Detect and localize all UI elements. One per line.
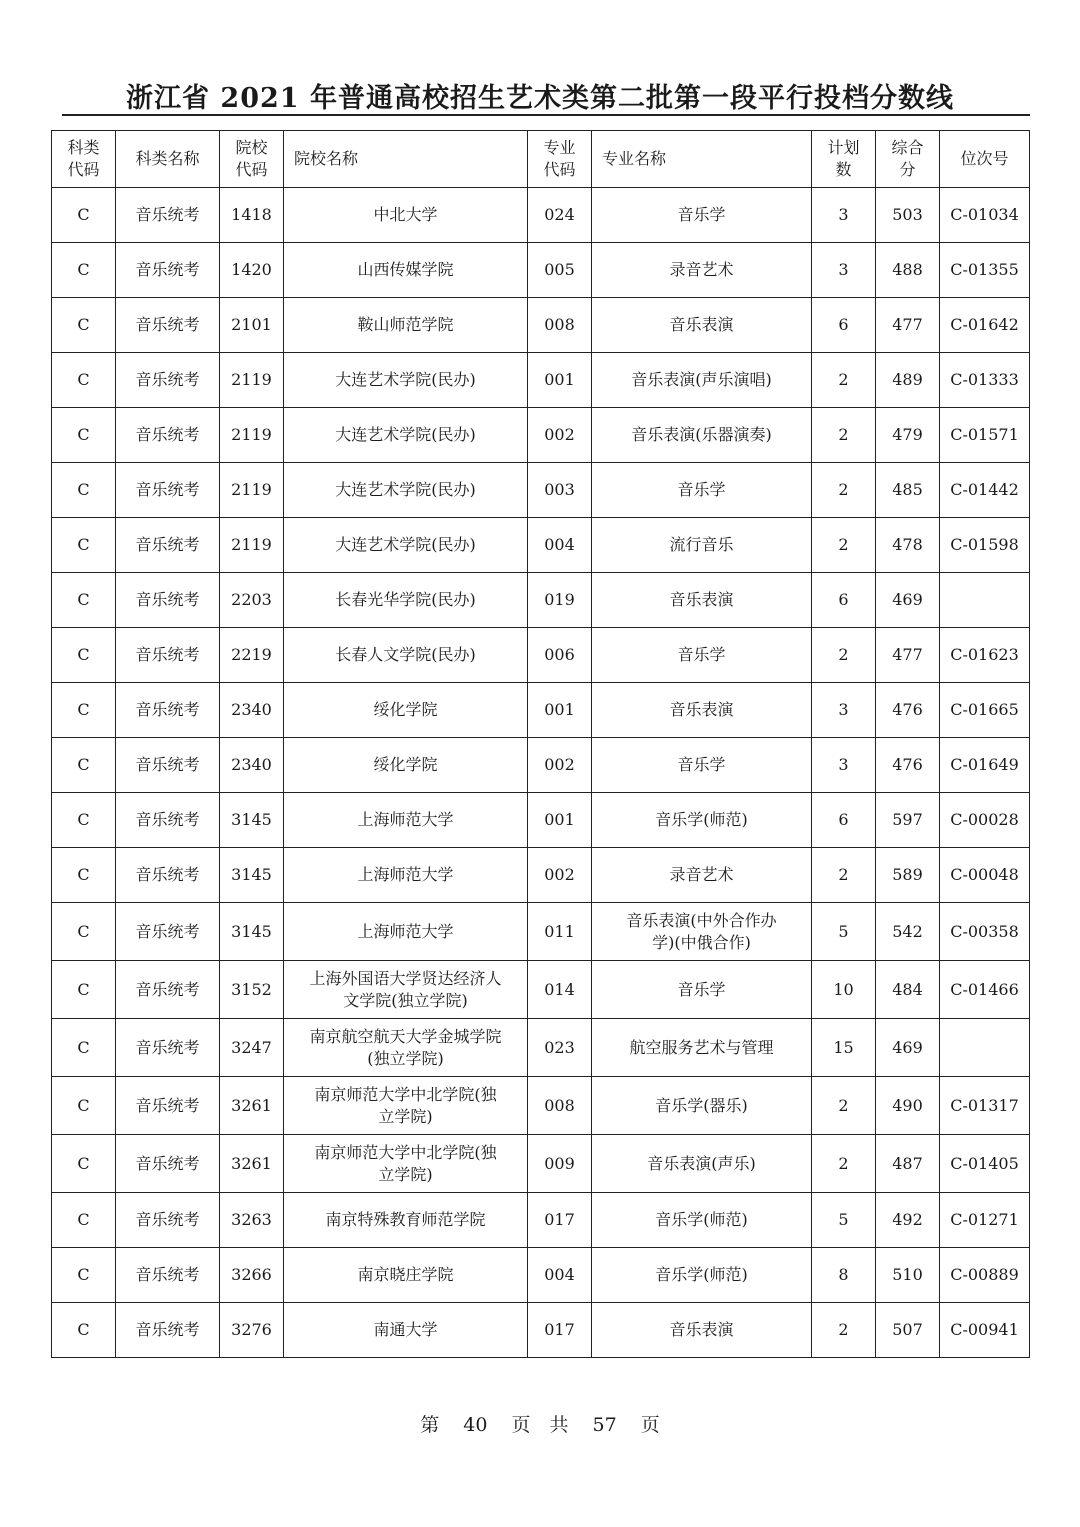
cell-plan-count: 10: [812, 961, 876, 1019]
cell-school-name: 上海师范大学: [284, 903, 528, 961]
cell-major-name: 航空服务艺术与管理: [592, 1019, 812, 1077]
cell-total-score: 490: [876, 1077, 940, 1135]
cell-total-score: 510: [876, 1248, 940, 1303]
cell-plan-count: 15: [812, 1019, 876, 1077]
cell-school-name: 长春光华学院(民办): [284, 573, 528, 628]
cell-school-name: 南京航空航天大学金城学院 (独立学院): [284, 1019, 528, 1077]
cell-rank: [940, 1019, 1030, 1077]
header-category-name: 科类名称: [116, 131, 220, 188]
cell-major-code: 017: [528, 1193, 592, 1248]
table-row: [52, 408, 1030, 463]
cell-plan-count: 2: [812, 848, 876, 903]
table-row: [52, 353, 1030, 408]
cell-school-name: 上海师范大学: [284, 848, 528, 903]
cell-rank: C-00358: [940, 903, 1030, 961]
cell-major-code: 008: [528, 1077, 592, 1135]
cell-rank: C-01571: [940, 408, 1030, 463]
cell-rank: C-01333: [940, 353, 1030, 408]
cell-category-name: 音乐统考: [116, 683, 220, 738]
cell-major-code: 004: [528, 1248, 592, 1303]
cell-major-name: 录音艺术: [592, 848, 812, 903]
cell-major-code: 002: [528, 848, 592, 903]
cell-rank: C-01665: [940, 683, 1030, 738]
cell-category-code: C: [52, 1303, 116, 1358]
cell-major-code: 002: [528, 408, 592, 463]
cell-total-score: 476: [876, 738, 940, 793]
cell-category-name: 音乐统考: [116, 573, 220, 628]
cell-rank: C-01034: [940, 188, 1030, 243]
cell-total-score: 479: [876, 408, 940, 463]
cell-rank: [940, 573, 1030, 628]
cell-category-code: C: [52, 793, 116, 848]
cell-category-name: 音乐统考: [116, 1135, 220, 1193]
cell-total-score: 507: [876, 1303, 940, 1358]
cell-school-name: 大连艺术学院(民办): [284, 463, 528, 518]
cell-school-code: 3263: [220, 1193, 284, 1248]
cell-category-name: 音乐统考: [116, 1077, 220, 1135]
cell-category-name: 音乐统考: [116, 243, 220, 298]
cell-rank: C-01466: [940, 961, 1030, 1019]
table-row: [52, 518, 1030, 573]
cell-total-score: 503: [876, 188, 940, 243]
cell-school-name: 南京晓庄学院: [284, 1248, 528, 1303]
cell-major-code: 004: [528, 518, 592, 573]
cell-school-code: 1420: [220, 243, 284, 298]
cell-plan-count: 6: [812, 793, 876, 848]
table-row: [52, 573, 1030, 628]
cell-major-code: 008: [528, 298, 592, 353]
cell-plan-count: 6: [812, 298, 876, 353]
cell-total-score: 469: [876, 1019, 940, 1077]
cell-school-name: 长春人文学院(民办): [284, 628, 528, 683]
cell-school-code: 3145: [220, 793, 284, 848]
cell-category-code: C: [52, 683, 116, 738]
cell-rank: C-01642: [940, 298, 1030, 353]
table-row: [52, 463, 1030, 518]
cell-plan-count: 2: [812, 628, 876, 683]
table-body: [52, 188, 1030, 1358]
cell-school-name: 南京师范大学中北学院(独 立学院): [284, 1077, 528, 1135]
cell-school-name: 大连艺术学院(民办): [284, 353, 528, 408]
cell-total-score: 476: [876, 683, 940, 738]
header-school-name: 院校名称: [284, 131, 528, 188]
table-row: [52, 1019, 1030, 1077]
header-category-code: 科类 代码: [52, 131, 116, 188]
cell-major-name: 音乐学: [592, 188, 812, 243]
table-row: [52, 793, 1030, 848]
page-footer: 第 40 页 共 57 页: [420, 1414, 660, 1436]
cell-major-name: 音乐表演: [592, 683, 812, 738]
table-row: [52, 848, 1030, 903]
title-underline: [62, 114, 1030, 116]
cell-category-name: 音乐统考: [116, 1193, 220, 1248]
cell-major-name: 音乐表演: [592, 573, 812, 628]
cell-plan-count: 8: [812, 1248, 876, 1303]
cell-school-code: 2101: [220, 298, 284, 353]
cell-rank: C-01405: [940, 1135, 1030, 1193]
cell-school-name: 山西传媒学院: [284, 243, 528, 298]
cell-total-score: 485: [876, 463, 940, 518]
cell-category-code: C: [52, 738, 116, 793]
cell-school-name: 大连艺术学院(民办): [284, 518, 528, 573]
cell-major-code: 001: [528, 793, 592, 848]
cell-plan-count: 2: [812, 353, 876, 408]
cell-major-name: 音乐表演: [592, 1303, 812, 1358]
cell-major-name: 音乐学(师范): [592, 1193, 812, 1248]
cell-school-name: 绥化学院: [284, 738, 528, 793]
cell-major-code: 014: [528, 961, 592, 1019]
cell-category-code: C: [52, 243, 116, 298]
cell-plan-count: 3: [812, 738, 876, 793]
table-row: [52, 1077, 1030, 1135]
cell-school-code: 1418: [220, 188, 284, 243]
cell-school-name: 鞍山师范学院: [284, 298, 528, 353]
cell-major-code: 003: [528, 463, 592, 518]
cell-category-code: C: [52, 628, 116, 683]
cell-total-score: 589: [876, 848, 940, 903]
cell-category-code: C: [52, 1077, 116, 1135]
cell-school-name: 中北大学: [284, 188, 528, 243]
cell-rank: C-00028: [940, 793, 1030, 848]
cell-school-name: 南京师范大学中北学院(独 立学院): [284, 1135, 528, 1193]
cell-school-code: 2203: [220, 573, 284, 628]
cell-major-name: 音乐学: [592, 463, 812, 518]
cell-school-code: 3145: [220, 903, 284, 961]
cell-plan-count: 3: [812, 683, 876, 738]
header-rank: 位次号: [940, 131, 1030, 188]
cell-major-name: 音乐学: [592, 738, 812, 793]
cell-category-code: C: [52, 1135, 116, 1193]
cell-category-name: 音乐统考: [116, 961, 220, 1019]
cell-school-code: 2119: [220, 463, 284, 518]
cell-plan-count: 2: [812, 463, 876, 518]
table-row: [52, 298, 1030, 353]
cell-category-code: C: [52, 353, 116, 408]
cell-school-code: 2340: [220, 738, 284, 793]
cell-category-code: C: [52, 518, 116, 573]
cell-category-name: 音乐统考: [116, 353, 220, 408]
cell-total-score: 477: [876, 628, 940, 683]
cell-category-code: C: [52, 573, 116, 628]
table-row: [52, 683, 1030, 738]
cell-category-code: C: [52, 848, 116, 903]
cell-total-score: 469: [876, 573, 940, 628]
table-row: [52, 243, 1030, 298]
cell-major-code: 019: [528, 573, 592, 628]
cell-rank: C-01598: [940, 518, 1030, 573]
cell-category-name: 音乐统考: [116, 628, 220, 683]
cell-category-name: 音乐统考: [116, 848, 220, 903]
cell-category-name: 音乐统考: [116, 463, 220, 518]
cell-school-name: 南京特殊教育师范学院: [284, 1193, 528, 1248]
cell-total-score: 492: [876, 1193, 940, 1248]
cell-school-code: 3247: [220, 1019, 284, 1077]
cell-plan-count: 3: [812, 188, 876, 243]
cell-major-name: 音乐学(师范): [592, 793, 812, 848]
cell-school-code: 3261: [220, 1077, 284, 1135]
cell-category-name: 音乐统考: [116, 408, 220, 463]
cell-plan-count: 2: [812, 1135, 876, 1193]
table-row: [52, 1135, 1030, 1193]
cell-rank: C-01271: [940, 1193, 1030, 1248]
table-row: [52, 188, 1030, 243]
table-row: [52, 738, 1030, 793]
table-row: [52, 903, 1030, 961]
cell-school-code: 2119: [220, 353, 284, 408]
cell-school-code: 3276: [220, 1303, 284, 1358]
table-row: [52, 628, 1030, 683]
header-plan-count: 计划 数: [812, 131, 876, 188]
cell-category-code: C: [52, 1248, 116, 1303]
cell-total-score: 478: [876, 518, 940, 573]
cell-school-name: 大连艺术学院(民办): [284, 408, 528, 463]
cell-total-score: 477: [876, 298, 940, 353]
cell-major-name: 音乐学(师范): [592, 1248, 812, 1303]
cell-major-name: 音乐表演(声乐演唱): [592, 353, 812, 408]
cell-school-name: 上海外国语大学贤达经济人 文学院(独立学院): [284, 961, 528, 1019]
cell-total-score: 489: [876, 353, 940, 408]
table-row: [52, 1303, 1030, 1358]
cell-category-name: 音乐统考: [116, 298, 220, 353]
cell-rank: C-01442: [940, 463, 1030, 518]
cell-school-code: 2219: [220, 628, 284, 683]
cell-category-name: 音乐统考: [116, 1248, 220, 1303]
cell-major-code: 002: [528, 738, 592, 793]
cell-major-name: 音乐学: [592, 961, 812, 1019]
header-major-code: 专业 代码: [528, 131, 592, 188]
cell-major-name: 音乐表演(中外合作办 学)(中俄合作): [592, 903, 812, 961]
cell-rank: C-01623: [940, 628, 1030, 683]
cell-plan-count: 3: [812, 243, 876, 298]
cell-school-name: 绥化学院: [284, 683, 528, 738]
cell-category-name: 音乐统考: [116, 188, 220, 243]
cell-plan-count: 2: [812, 1303, 876, 1358]
cell-major-name: 音乐学(器乐): [592, 1077, 812, 1135]
cell-school-name: 南通大学: [284, 1303, 528, 1358]
cell-school-code: 2119: [220, 408, 284, 463]
cell-plan-count: 5: [812, 1193, 876, 1248]
cell-category-name: 音乐统考: [116, 903, 220, 961]
cell-category-code: C: [52, 1019, 116, 1077]
cell-rank: C-00941: [940, 1303, 1030, 1358]
cell-school-code: 3152: [220, 961, 284, 1019]
cell-total-score: 597: [876, 793, 940, 848]
cell-plan-count: 6: [812, 573, 876, 628]
cell-major-name: 录音艺术: [592, 243, 812, 298]
score-table: [51, 130, 1030, 1358]
table-row: [52, 1248, 1030, 1303]
cell-major-name: 音乐表演(声乐): [592, 1135, 812, 1193]
cell-major-name: 音乐表演(乐器演奏): [592, 408, 812, 463]
cell-total-score: 542: [876, 903, 940, 961]
cell-category-code: C: [52, 903, 116, 961]
cell-school-code: 3266: [220, 1248, 284, 1303]
cell-major-code: 024: [528, 188, 592, 243]
cell-category-code: C: [52, 298, 116, 353]
cell-category-code: C: [52, 408, 116, 463]
cell-major-code: 006: [528, 628, 592, 683]
table-row: [52, 1193, 1030, 1248]
cell-rank: C-00048: [940, 848, 1030, 903]
cell-rank: C-01317: [940, 1077, 1030, 1135]
header-total-score: 综合 分: [876, 131, 940, 188]
cell-plan-count: 2: [812, 1077, 876, 1135]
page-title: 浙江省 2021 年普通高校招生艺术类第二批第一段平行投档分数线: [126, 83, 954, 114]
cell-major-code: 001: [528, 683, 592, 738]
cell-rank: C-01355: [940, 243, 1030, 298]
cell-major-code: 001: [528, 353, 592, 408]
cell-major-code: 005: [528, 243, 592, 298]
table-row: [52, 961, 1030, 1019]
cell-rank: C-00889: [940, 1248, 1030, 1303]
cell-major-name: 流行音乐: [592, 518, 812, 573]
cell-category-code: C: [52, 188, 116, 243]
cell-category-name: 音乐统考: [116, 518, 220, 573]
cell-major-code: 023: [528, 1019, 592, 1077]
cell-school-code: 3145: [220, 848, 284, 903]
cell-major-name: 音乐学: [592, 628, 812, 683]
cell-category-code: C: [52, 961, 116, 1019]
cell-category-name: 音乐统考: [116, 1019, 220, 1077]
cell-rank: C-01649: [940, 738, 1030, 793]
cell-total-score: 484: [876, 961, 940, 1019]
cell-total-score: 487: [876, 1135, 940, 1193]
cell-category-code: C: [52, 463, 116, 518]
cell-plan-count: 2: [812, 518, 876, 573]
cell-school-code: 3261: [220, 1135, 284, 1193]
cell-school-code: 2119: [220, 518, 284, 573]
cell-total-score: 488: [876, 243, 940, 298]
cell-plan-count: 2: [812, 408, 876, 463]
cell-school-code: 2340: [220, 683, 284, 738]
cell-category-code: C: [52, 1193, 116, 1248]
cell-category-name: 音乐统考: [116, 738, 220, 793]
cell-category-name: 音乐统考: [116, 793, 220, 848]
cell-major-code: 011: [528, 903, 592, 961]
header-row: [52, 131, 1030, 188]
cell-major-code: 009: [528, 1135, 592, 1193]
cell-major-code: 017: [528, 1303, 592, 1358]
cell-category-name: 音乐统考: [116, 1303, 220, 1358]
header-school-code: 院校 代码: [220, 131, 284, 188]
header-major-name: 专业名称: [592, 131, 812, 188]
cell-school-name: 上海师范大学: [284, 793, 528, 848]
cell-major-name: 音乐表演: [592, 298, 812, 353]
cell-plan-count: 5: [812, 903, 876, 961]
